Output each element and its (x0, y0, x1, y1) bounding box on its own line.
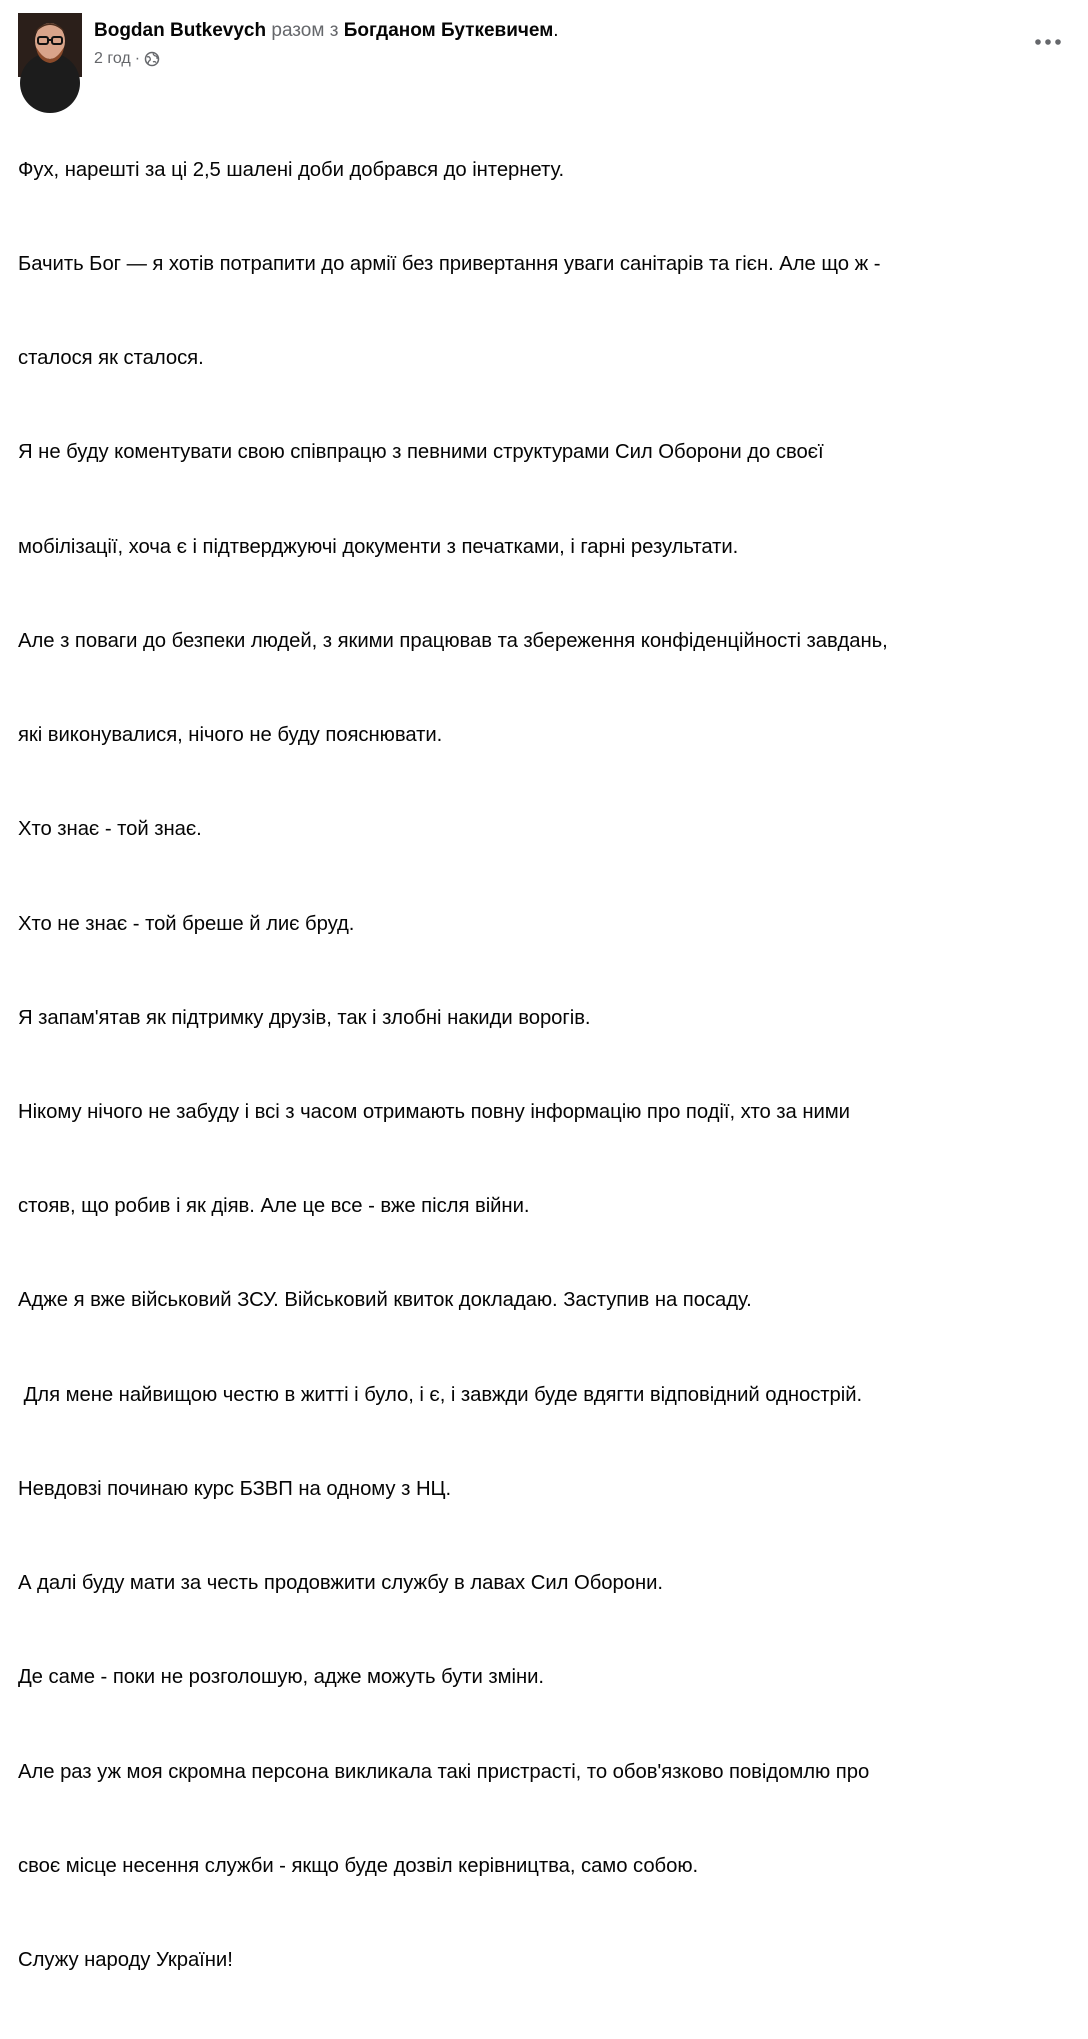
trailing-period: . (553, 20, 559, 41)
post-text-line: Хто знає - той знає. (18, 818, 202, 841)
post-text-line: сталося як сталося. (18, 347, 204, 370)
post-text-line: Але з поваги до безпеки людей, з якими працював та збереження конфіденційності завдань, (18, 629, 888, 652)
post-text-line: Я запам'ятав як підтримку друзів, так і злобні накиди ворогів. (18, 1006, 591, 1029)
post-text-line: Бачить Бог — я хотів потрапити до армії без привертання уваги санітарів та гієн. Але що ж - (18, 253, 881, 276)
author-line (94, 19, 994, 43)
post-text-line: Служу народу України! (18, 1948, 233, 1971)
post-text-line: Я не буду коментувати свою співпрацю з певними структурами Сил Оборони до своєї (18, 441, 824, 464)
post-text-line: Хто не знає - той бреше й лиє бруд. (18, 912, 355, 935)
post-text-line: мобілізації, хоча є і підтверджуючі документи з печатками, і гарні результати. (18, 535, 739, 558)
post-text-line: Невдовзі починаю курс БЗВП на одному з НЦ. (18, 1477, 452, 1500)
post-header (18, 13, 1068, 83)
more-dots-icon (1034, 38, 1062, 46)
more-options-button[interactable] (1028, 27, 1068, 57)
post-text-line: Адже я вже військовий ЗСУ. Військовий квиток докладаю. Заступив на посаду. (18, 1289, 752, 1312)
post-text-line: своє місце несення служби - якщо буде дозвіл керівництва, само собою. (18, 1854, 699, 1877)
timestamp-line (94, 49, 994, 69)
post-text-line: Фух, нарешті за ці 2,5 шалені доби добрався до інтернету. (18, 158, 565, 181)
post-text-line: А далі буду мати за честь продовжити службу в лавах Сил Оборони. (18, 1572, 663, 1595)
post-text-line: Нікому нічого не забуду і всі з часом отримають повну інформацію про події, хто за ними (18, 1101, 850, 1123)
separator-dot: · (134, 50, 141, 67)
post-time[interactable]: 2 год (94, 50, 131, 67)
tagged-person[interactable]: Богданом Буткевичем (343, 20, 554, 41)
post-body (18, 92, 1068, 2039)
post-text-line: Для мене найвищою честю в житті і було, і є, і завжди буде вдягти відповідний однострій. (18, 1383, 863, 1406)
with-text: разом з (271, 20, 339, 41)
post-text-line: Де саме - поки не розголошую, адже можуть бути зміни. (18, 1666, 545, 1689)
avatar[interactable] (18, 13, 82, 77)
post-text-line: стояв, що робив і як діяв. Але це все - вже після війни. (18, 1195, 530, 1218)
post-text-line: Але раз уж моя скромна персона викликала такі пристрасті, то обов'язково повідомлю про (18, 1760, 870, 1783)
author-name[interactable]: Bogdan Butkevych (94, 20, 267, 41)
post-meta (94, 19, 994, 69)
post-text-line: які виконувалися, нічого не буду пояснювати. (18, 724, 443, 747)
globe-icon[interactable] (144, 51, 160, 67)
